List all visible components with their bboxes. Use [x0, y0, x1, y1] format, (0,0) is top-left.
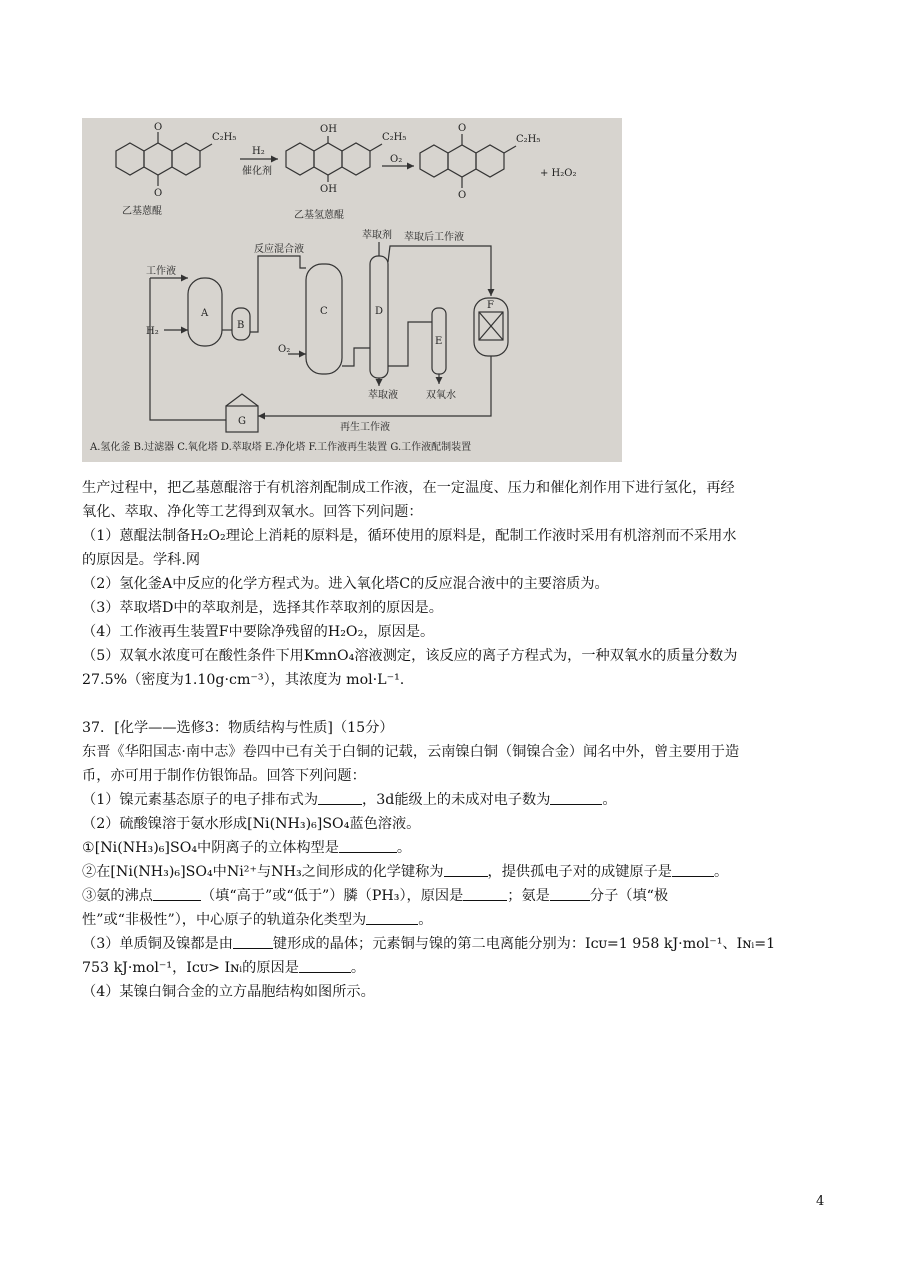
unit-c-oxidation-tower [306, 264, 342, 374]
q1-line-2: 的原因是。学科.网 [82, 552, 201, 568]
label-unit-e: E [435, 336, 443, 347]
answer-blank[interactable] [233, 934, 273, 949]
q37-2-sub3-line-2: 性”或“非极性”），中心原子的轨道杂化类型为 。 [82, 912, 433, 928]
question-37-heading: 37．[化学——选修3：物质结构与性质]（15分） [82, 720, 394, 736]
label-unit-b: B [237, 320, 245, 331]
pipe-regenerated [258, 356, 491, 416]
label-o-top-3: O [458, 123, 467, 134]
para-intro-2: 氧化、萃取、净化等工艺得到双氧水。回答下列问题： [82, 504, 423, 520]
process-figure [82, 118, 622, 462]
pipe-reaction-mixture [250, 256, 306, 332]
q37-3-line-2: 753 kJ·mol⁻¹，Iᴄᴜ> Iɴᵢ的原因是 。 [82, 960, 366, 976]
q37-4-line: （4）某镍白铜合金的立方晶胞结构如图所示。 [82, 984, 375, 1000]
q37-1-line: （1）镍元素基态原子的电子排布式为 ，3d能级上的未成对电子数为 。 [82, 792, 617, 808]
label-c2h5-3: C₂H₅ [516, 134, 541, 145]
label-regenerated-liquid: 再生工作液 [340, 422, 390, 433]
label-oh-bottom: OH [320, 184, 337, 195]
label-ethyl-anthraquinone: 乙基蒽醌 [122, 206, 162, 217]
molecule-ethyl-anthraquinone [116, 132, 212, 186]
pipe-post-extraction [388, 246, 491, 296]
question-body [82, 476, 832, 1004]
label-c2h5-2: C₂H₅ [382, 132, 407, 143]
label-extract-liquid: 萃取液 [368, 390, 398, 401]
label-oh-top: OH [320, 124, 337, 135]
label-post-extraction-liquid: 萃取后工作液 [404, 232, 464, 243]
answer-blank[interactable] [463, 886, 507, 901]
page-number: 4 [816, 1194, 825, 1209]
q37-2-sub3-line-1: ③氨的沸点 （填“高于”或“低于”）膦（PH₃），原因是 ；氨是 分子（填“极 [82, 888, 669, 904]
figure-legend: A.氢化釜 B.过滤器 C.氧化塔 D.萃取塔 E.净化塔 F.工作液再生装置 G.工作液配制装置 [90, 442, 472, 453]
answer-blank[interactable] [550, 886, 590, 901]
label-o-bottom-3: O [458, 190, 467, 201]
molecule-ethyl-anthraquinone-product [420, 134, 516, 188]
q4-line: （4）工作液再生装置F中要除净残留的H₂O₂，原因是。 [82, 624, 435, 640]
label-ethyl-hydroanthraquinone: 乙基氢蒽醌 [294, 210, 344, 221]
label-unit-a: A [201, 308, 209, 319]
label-h2-inlet: H₂ [146, 326, 159, 337]
label-reaction-mixture: 反应混合液 [254, 244, 304, 255]
unit-d-extraction-tower [370, 256, 388, 378]
label-hydrogen-peroxide: 双氧水 [426, 390, 456, 401]
answer-blank[interactable] [366, 910, 418, 925]
label-unit-c: C [320, 306, 328, 317]
molecule-ethyl-hydroanthraquinone [286, 136, 382, 182]
q37-2-line: （2）硫酸镍溶于氨水形成[Ni(NH₃)₆]SO₄蓝色溶液。 [82, 816, 421, 832]
process-figure-photo [82, 118, 622, 462]
label-plus-h2o2: + H₂O₂ [540, 168, 577, 179]
label-o-bottom-1: O [154, 188, 163, 199]
answer-blank[interactable] [318, 790, 362, 805]
q5-line-2: 27.5%（密度为1.10g·cm⁻³），其浓度为 mol·L⁻¹. [82, 672, 405, 688]
q5-line-1: （5）双氧水浓度可在酸性条件下用KmnO₄溶液测定，该反应的离子方程式为，一种双氧水的质量分数为 [82, 648, 738, 664]
answer-blank[interactable] [672, 862, 714, 877]
label-unit-d: D [375, 306, 384, 317]
answer-blank[interactable] [299, 958, 351, 973]
label-extractant: 萃取剂 [362, 230, 392, 241]
label-h2-reaction: H₂ [252, 146, 265, 157]
label-unit-g: G [238, 416, 246, 427]
q37-intro-1: 东晋《华阳国志·南中志》卷四中已有关于白铜的记载，云南镍白铜（铜镍合金）闻名中外，曾主要用于造 [82, 744, 740, 760]
q2-line: （2）氢化釜A中反应的化学方程式为。进入氧化塔C的反应混合液中的主要溶质为。 [82, 576, 609, 592]
answer-blank[interactable] [550, 790, 602, 805]
label-working-liquid: 工作液 [146, 266, 176, 277]
label-o2-inlet: O₂ [278, 344, 291, 355]
label-catalyst: 催化剂 [242, 166, 272, 177]
q37-2-sub1: ①[Ni(NH₃)₆]SO₄中阴离子的立体构型是 。 [82, 840, 412, 856]
label-c2h5-1: C₂H₅ [212, 132, 237, 143]
answer-blank[interactable] [153, 886, 201, 901]
answer-blank[interactable] [339, 838, 397, 853]
answer-blank[interactable] [444, 862, 488, 877]
para-intro-1: 生产过程中，把乙基蒽醌溶于有机溶剂配制成工作液，在一定温度、压力和催化剂作用下进行氢化，再经 [82, 480, 735, 496]
q37-3-line-1: （3）单质铜及镍都是由 键形成的晶体；元素铜与镍的第二电离能分别为：Iᴄᴜ=1 958 kJ·mol⁻¹、Iɴᵢ=1 [82, 936, 776, 952]
label-o2-reaction: O₂ [390, 154, 403, 165]
q37-2-sub2: ②在[Ni(NH₃)₆]SO₄中Ni²⁺与NH₃之间形成的化学键称为 ，提供孤电子对的成键原子是 。 [82, 864, 729, 880]
q3-line: （3）萃取塔D中的萃取剂是，选择其作萃取剂的原因是。 [82, 600, 443, 616]
label-unit-f: F [487, 300, 494, 311]
q1-line-1: （1）蒽醌法制备H₂O₂理论上消耗的原料是，循环使用的原料是，配制工作液时采用有机溶剂而不采用水 [82, 528, 737, 544]
q37-intro-2: 币，亦可用于制作仿银饰品。回答下列问题： [82, 768, 366, 784]
label-o-top-1: O [154, 122, 163, 133]
